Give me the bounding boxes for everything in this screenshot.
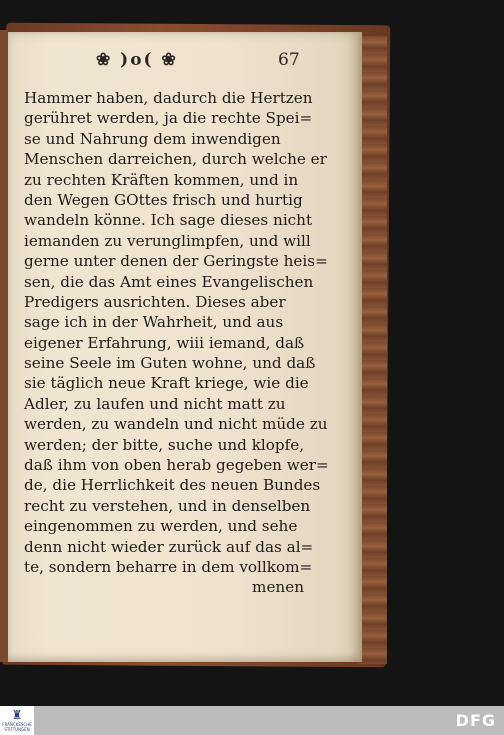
viewer-footer-bar	[0, 706, 504, 735]
text-line: de, die Herrlichkeit des neuen Bundes	[24, 476, 321, 495]
page-number: 67	[278, 50, 300, 70]
text-line: zu rechten Kräften kommen, und in	[24, 170, 299, 189]
text-line: gerne unter denen der Geringste heis=	[24, 252, 328, 271]
institution-emblem-icon: ♜	[11, 708, 23, 722]
text-line: Hammer haben, dadurch die Hertzen	[24, 89, 313, 107]
text-line: sage ich in der Wahrheit, und aus	[24, 313, 284, 332]
text-line: seine Seele im Guten wohne, und daß	[24, 354, 316, 373]
text-line: eigener Erfahrung, wiii iemand, daß	[24, 333, 305, 352]
text-line: wandeln könne. Ich sage dieses nicht	[24, 211, 313, 230]
text-line: gerühret werden, ja die rechte Spei=	[24, 109, 313, 128]
text-line: iemanden zu verunglimpfen, und will	[24, 231, 311, 250]
text-line: sie täglich neue Kraft kriege, wie die	[24, 374, 309, 393]
text-line: te, sondern beharre in dem vollkom=	[24, 557, 313, 576]
institution-logo-text: FRANCKESCHE STIFTUNGEN	[2, 722, 32, 732]
text-line: denn nicht wieder zurück auf das al=	[24, 537, 314, 556]
text-line: eingenommen zu werden, und sehe	[24, 517, 298, 536]
text-line: Adler, zu laufen und nicht matt zu	[24, 394, 286, 413]
text-line: werden; der bitte, suche und klopfe,	[24, 435, 305, 454]
text-line: se und Nahrung dem inwendigen	[24, 129, 281, 148]
text-line: werden, zu wandeln und nicht müde zu	[24, 415, 328, 434]
text-line: den Wegen GOttes frisch und hurtig	[24, 190, 303, 209]
body-text	[24, 88, 329, 598]
institution-logo[interactable]	[0, 706, 34, 735]
left-cover-strip	[0, 30, 8, 662]
page-header	[86, 50, 306, 74]
text-line: daß ihm von oben herab gegeben wer=	[24, 456, 329, 475]
text-line: Menschen darreichen, durch welche er	[24, 150, 327, 169]
header-ornament: ❀ )o( ❀	[96, 50, 178, 70]
catchword: menen	[252, 578, 304, 597]
text-line: recht zu verstehen, und in denselben	[24, 496, 311, 515]
dfg-logo[interactable]: DFG	[455, 711, 496, 730]
text-line: sen, die das Amt eines Evangelischen	[24, 272, 314, 291]
text-line: Predigers ausrichten. Dieses aber	[24, 292, 286, 311]
